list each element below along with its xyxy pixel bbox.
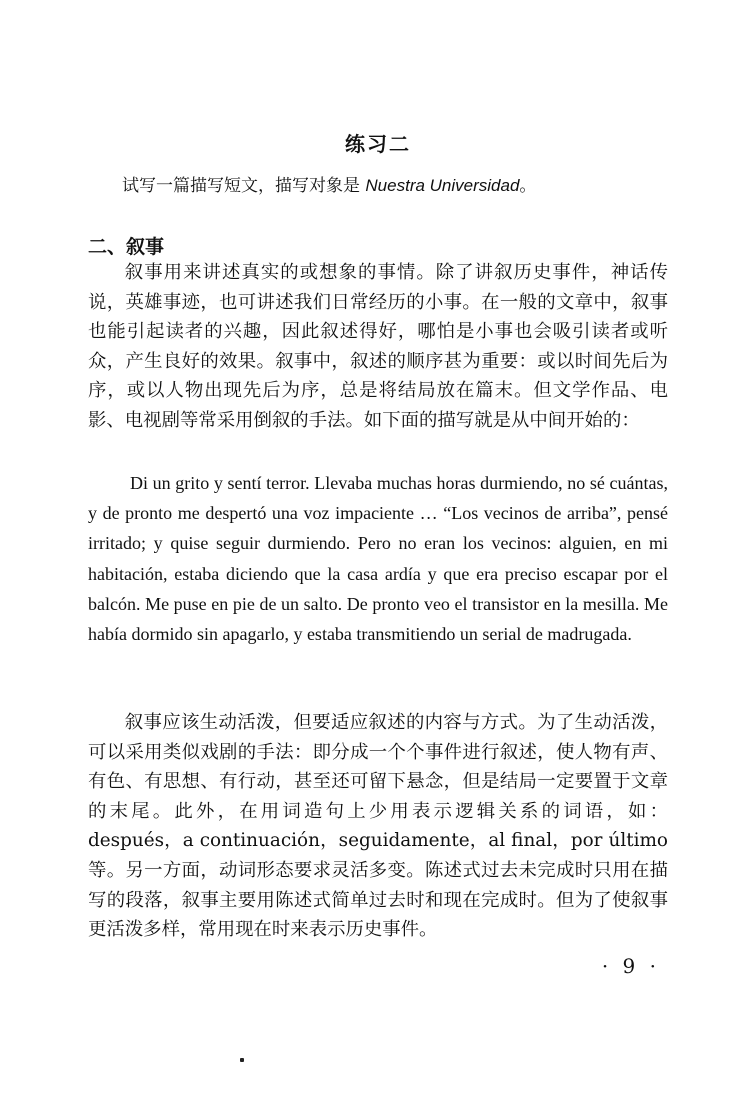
page-number: · 9 · — [601, 954, 660, 978]
scan-speck — [240, 1058, 244, 1062]
exercise-task-prefix: 试写一篇描写短文，描写对象是 — [122, 176, 366, 196]
exercise-task — [122, 172, 536, 200]
exercise-task-topic: Nuestra Universidad — [365, 176, 520, 195]
narration-technique-paragraph: 叙事应该生动活泼，但要适应叙述的内容与方式。为了生动活泼，可以采用类似戏剧的手法：即分成一个个事件进行叙述，使人物有声、有色、有思想、有行动，甚至还可留下悬念，但是结局一定要置于文章的末尾。此外，在用词造句上少用表示逻辑关系的词语，如：después，a continuación，seguidamente，al final，por último 等。另一方面，动词形态要求灵活多变。陈述式过去未完成时只用在描写的段落，叙事主要用陈述式简单过去时和现在完成时。但为了使叙事更活泼多样，常用现在时来表示历史事件。 — [88, 712, 668, 941]
narration-intro-paragraph: 叙事用来讲述真实的或想象的事情。除了讲叙历史事件，神话传说，英雄事迹，也可讲述我们日常经历的小事。在一般的文章中，叙事也能引起读者的兴趣，因此叙述得好，哪怕是小事也会吸引读者或听众，产生良好的效果。叙事中，叙述的顺序甚为重要：或以时间先后为序，或以人物出现先后为序，总是将结局放在篇末。但文学作品、电影、电视剧等常采用倒叙的手法。如下面的描写就是从中间开始的： — [88, 262, 668, 431]
spanish-example-paragraph: Di un grito y sentí terror. Llevaba muchas horas durmiendo, no sé cuántas, y de pronto me despertó una voz impaciente … “Los vecinos de arriba”, pensé irritado; y quise seguir durmiendo. Pero no eran los vecinos: alguien, en mi habitación, estaba diciendo que la casa ardía y que era preciso escapar por el balcón. Me puse en pie de un salto. De pronto veo el transistor en la mesilla. Me había dormido sin apagarlo, y estaba transmitiendo un serial de madrugada. — [88, 473, 668, 645]
exercise-title: 练习二 — [345, 132, 411, 156]
book-page — [88, 0, 668, 1102]
section-heading: 二、叙事 — [88, 236, 165, 258]
exercise-task-suffix: 。 — [519, 176, 537, 196]
